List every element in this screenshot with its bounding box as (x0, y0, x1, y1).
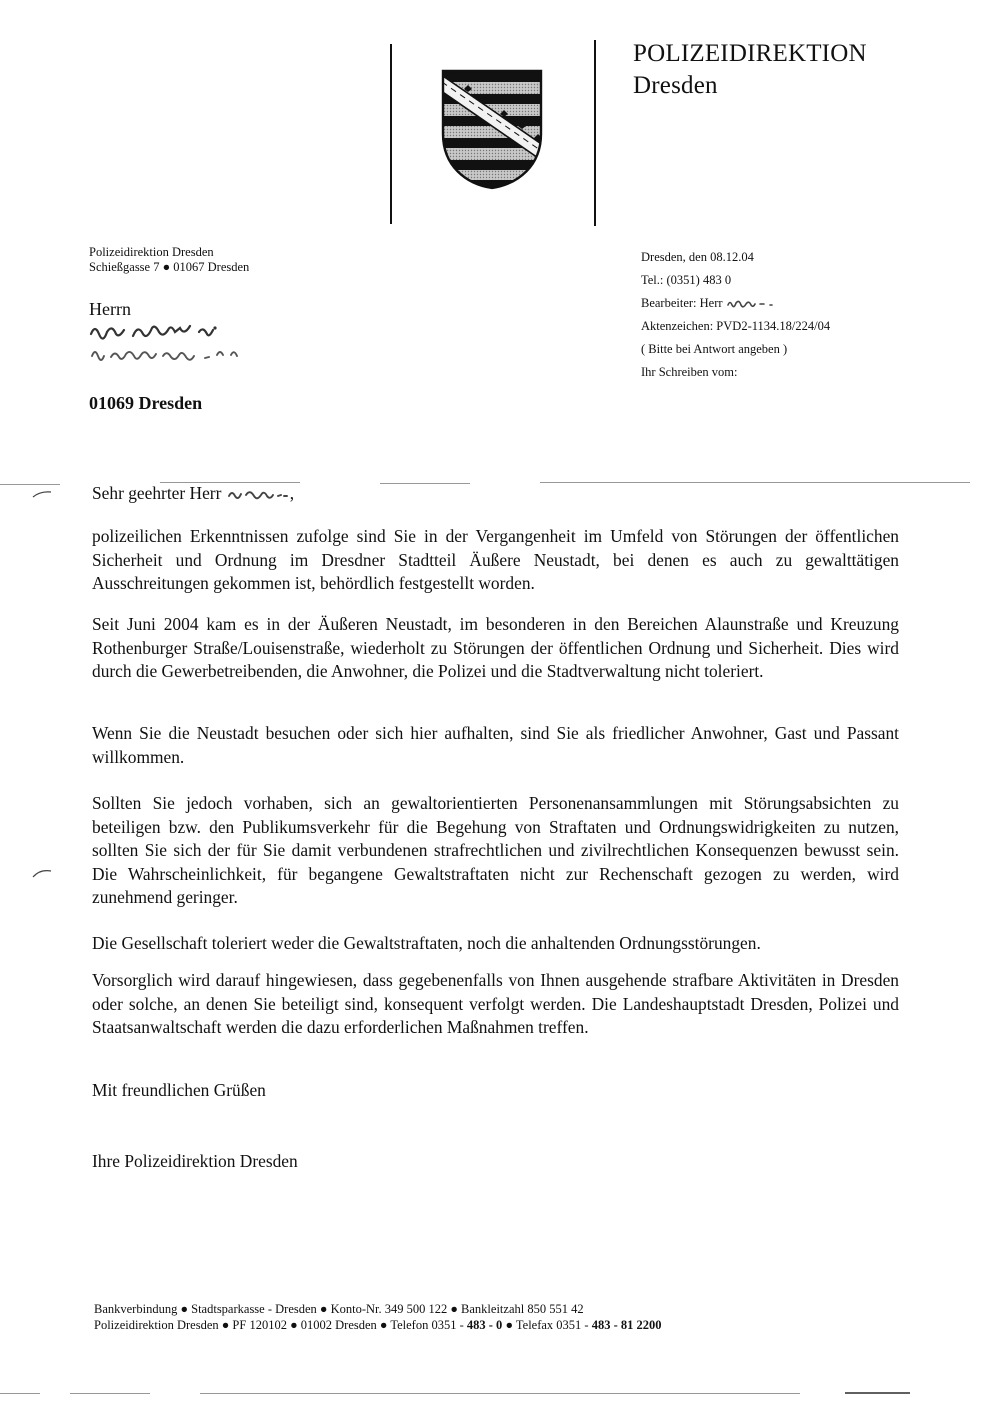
paragraph-4: Sollten Sie jedoch vorhaben, sich an gewaltorientierten Personenansammlungen mit Störungsabsichten zu beteiligen bzw. den Publikumsverkehr für die Begehung von Straftaten und Ordnungswidrigkeiten zu nutzen, sollten Sie sich der für Sie damit verbundenen strafrechtlichen und zivilrechtlichen Konsequenzen bewusst sein. Die Wahrscheinlichkeit, für begangene Gewaltstraftaten nicht zur Rechenschaft gezogen zu werden, wird zunehmend geringer. (92, 793, 899, 907)
sender-name: Polizeidirektion Dresden (89, 245, 214, 259)
footer-contact-line (94, 1317, 662, 1333)
reference-block (641, 246, 830, 384)
footer-phone-ext: 483 - 0 (466, 1318, 503, 1332)
sender-street: Schießgasse 7 ● 01067 Dresden (89, 260, 250, 274)
recipient-name-scribble (89, 322, 229, 342)
fold-mark-top-3 (380, 483, 470, 484)
greeting-comma: , (289, 483, 295, 503)
phone-number: Tel.: (0351) 483 0 (641, 273, 732, 287)
signature-line: Ihre Polizeidirektion Dresden (92, 1151, 298, 1171)
paragraph-2: Seit Juni 2004 kam es in der Äußeren Neustadt, im besonderen in den Bereichen Alaunstraße und Kreuzung Rothenburger Straße/Louisenstraße, wiederholt zu Störungen der öffentlichen Ordnung und Sicherheit. Dies wird durch die Gewerbetreibenden, die Anwohner, die Polizei und die Stadtverwaltung nicht toleriert. (92, 614, 899, 681)
clerk-label: Bearbeiter: Herr (641, 296, 723, 310)
scan-edge-bottom-3 (200, 1393, 800, 1394)
paragraph-5: Die Gesellschaft toleriert weder die Gewaltstraftaten, noch die anhaltenden Ordnungsstörungen. (92, 933, 761, 953)
letterhead-divider-left (390, 44, 392, 224)
scan-edge-bottom-1 (0, 1393, 40, 1394)
closing-phrase: Mit freundlichen Grüßen (92, 1080, 266, 1100)
footer-contact-mid: ● Telefax 0351 - (502, 1318, 592, 1332)
scan-edge-bottom-4 (845, 1392, 910, 1394)
clerk-name-scribble (726, 298, 778, 310)
place-date: Dresden, den 08.12.04 (641, 250, 754, 264)
saxony-coat-of-arms-icon (440, 68, 544, 190)
paragraph-3: Wenn Sie die Neustadt besuchen oder sich hier aufhalten, sind Sie als friedlicher Anwohner, Gast und Passant willkommen. (92, 723, 899, 767)
letterhead-divider-right (594, 40, 596, 226)
greeting-line (92, 482, 294, 506)
paragraph-1: polizeilichen Erkenntnissen zufolge sind Sie in der Vergangenheit im Umfeld von Störungen der öffentlichen Sicherheit und Ordnung im Dresdner Stadtteil Äußere Neustadt, bei denen es auch zu gewalttätigen Ausschreitungen gekommen ist, behördlich festgestellt worden. (92, 526, 899, 593)
footer-fax-ext: 483 - 81 2200 (591, 1318, 662, 1332)
recipient-street-scribble (89, 346, 249, 364)
authority-city: Dresden (633, 72, 718, 99)
scan-edge-bottom-2 (70, 1393, 150, 1394)
your-letter-date: Ihr Schreiben vom: (641, 365, 738, 379)
greeting-prefix: Sehr geehrter Herr (92, 483, 222, 503)
fold-mark-top (0, 484, 60, 485)
punch-mark-middle (32, 868, 52, 878)
recipient-city: 01069 Dresden (89, 393, 203, 413)
file-reference: Aktenzeichen: PVD2-1134.18/224/04 (641, 319, 831, 333)
paragraph-6: Vorsorglich wird darauf hingewiesen, dass gegebenenfalls von Ihnen ausgehende strafbare Aktivitäten in Dresden oder solche, an denen Sie beteiligt sind, konsequent verfolgt werden. Die Landeshauptstadt Dresden, Polizei und Staatsanwaltschaft werden die dazu erforderlichen Maßnahmen treffen. (92, 970, 899, 1037)
fold-mark-top-4 (540, 482, 970, 483)
reply-note: ( Bitte bei Antwort angeben ) (641, 342, 788, 356)
punch-mark-top (32, 490, 52, 498)
footer-bank-line: Bankverbindung ● Stadtsparkasse - Dresden ● Konto-Nr. 349 500 122 ● Bankleitzahl 850 551 42 (94, 1302, 584, 1316)
clerk-line (641, 292, 830, 315)
footer-contact-prefix: Polizeidirektion Dresden ● PF 120102 ● 01002 Dresden ● Telefon 0351 - (94, 1318, 467, 1332)
recipient-salutation: Herrn (89, 299, 131, 319)
authority-name: POLIZEIDIREKTION (633, 40, 867, 67)
greeting-name-scribble (226, 488, 290, 502)
